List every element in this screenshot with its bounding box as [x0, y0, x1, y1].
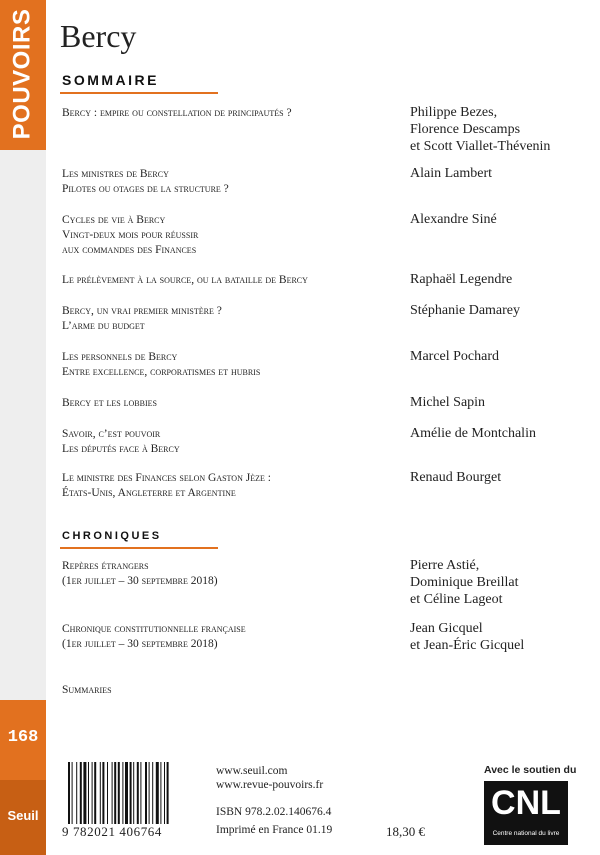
- article-title-line: Cycles de vie à Bercy: [62, 214, 166, 226]
- brand-logo-text: POUVOIRS: [8, 8, 36, 140]
- barcode-bar: [114, 762, 116, 824]
- barcode-bar: [164, 762, 165, 824]
- article-author: [410, 620, 590, 654]
- article-author: [410, 302, 590, 319]
- barcode-bar: [160, 762, 161, 824]
- article-title-line: Le ministre des Finances selon Gaston Jèze :: [62, 472, 271, 484]
- article-title-line: Entre excellence, corporatismes et hubris: [62, 366, 261, 378]
- author-line: Amélie de Montchalin: [410, 426, 536, 441]
- cnl-subtitle: Centre national du livre: [492, 830, 560, 837]
- publisher-websites: [216, 764, 323, 792]
- article-title-line: L’arme du budget: [62, 320, 145, 332]
- article-title-line: (1er juillet – 30 septembre 2018): [62, 575, 218, 587]
- barcode-bar: [140, 762, 141, 824]
- cnl-logo-text: CNL: [491, 784, 561, 822]
- barcode-bar: [145, 762, 147, 824]
- author-line: Dominique Breillat: [410, 575, 519, 590]
- article-title: [62, 213, 392, 258]
- article-title-line: Bercy et les lobbies: [62, 397, 157, 409]
- sommaire-divider: [60, 92, 218, 94]
- article-title: [62, 559, 392, 589]
- author-line: et Scott Viallet-Thévenin: [410, 139, 551, 154]
- isbn: ISBN 978.2.02.140676.4: [216, 806, 332, 818]
- author-line: Jean Gicquel: [410, 621, 483, 636]
- chroniques-heading: CHRONIQUES: [62, 530, 162, 542]
- article-author: [410, 348, 590, 365]
- barcode-bar: [88, 762, 89, 824]
- article-title-line: Les députés face à Bercy: [62, 443, 180, 455]
- barcode-bar: [167, 762, 169, 824]
- sommaire-heading: SOMMAIRE: [62, 72, 159, 88]
- barcode-bar: [100, 762, 101, 824]
- author-line: Florence Descamps: [410, 122, 521, 137]
- article-author: [410, 211, 590, 228]
- article-title-line: Bercy : empire ou constellation de principautés ?: [62, 107, 292, 119]
- summaries-label: Summaries: [62, 684, 112, 696]
- article-title-line: Repères étrangers: [62, 560, 149, 572]
- barcode-bar: [68, 762, 70, 824]
- article-title-line: aux commandes des Finances: [62, 244, 197, 256]
- author-line: et Jean-Éric Gicquel: [410, 638, 525, 653]
- chroniques-divider: [60, 547, 218, 549]
- article-title: [62, 106, 392, 121]
- article-author: [410, 394, 590, 411]
- barcode-bar: [80, 762, 82, 824]
- issue-number: 168: [0, 700, 46, 780]
- article-title: [62, 396, 392, 411]
- author-line: Marcel Pochard: [410, 349, 500, 364]
- barcode-bar: [72, 762, 73, 824]
- article-author: [410, 557, 590, 608]
- barcode-bar: [149, 762, 150, 824]
- spine-brand-block: [0, 0, 46, 150]
- author-line: et Céline Lageot: [410, 592, 503, 607]
- publisher-logo: Seuil: [0, 780, 46, 855]
- barcode-bar: [92, 762, 93, 824]
- article-title-line: Les ministres de Bercy: [62, 168, 169, 180]
- page-title: Bercy: [60, 18, 137, 54]
- article-title: [62, 427, 392, 457]
- article-title: [62, 304, 392, 334]
- article-title: [62, 471, 392, 501]
- author-line: Renaud Bourget: [410, 470, 502, 485]
- barcode-bar: [118, 762, 120, 824]
- barcode-number: 9 782021 406764: [62, 824, 162, 839]
- barcode-bar: [107, 762, 108, 824]
- article-title-line: Le prélèvement à la source, ou la bataille de Bercy: [62, 274, 308, 286]
- barcode-bar: [102, 762, 104, 824]
- barcode-bar: [137, 762, 139, 824]
- article-title: [62, 622, 392, 652]
- article-title-line: Pilotes ou otages de la structure ?: [62, 183, 229, 195]
- printed-info: Imprimé en France 01.19: [216, 824, 333, 836]
- author-line: Michel Sapin: [410, 395, 486, 410]
- article-title: [62, 273, 392, 288]
- support-text: Avec le soutien du: [484, 764, 577, 776]
- article-title: [62, 167, 392, 197]
- spine-brand: [2, 4, 42, 144]
- cnl-logo: [484, 781, 568, 845]
- barcode-bar: [83, 762, 86, 824]
- article-author: [410, 469, 590, 486]
- author-line: Alexandre Siné: [410, 212, 497, 227]
- article-author: [410, 271, 590, 288]
- author-line: Philippe Bezes,: [410, 105, 498, 120]
- website-pouvoirs: www.revue-pouvoirs.fr: [216, 779, 324, 791]
- author-line: Stéphanie Damarey: [410, 303, 521, 318]
- article-title-line: Savoir, c’est pouvoir: [62, 428, 161, 440]
- barcode-bar: [152, 762, 153, 824]
- barcode-bar: [122, 762, 123, 824]
- article-title-line: Vingt-deux mois pour réussir: [62, 229, 199, 241]
- article-author: [410, 104, 590, 155]
- price: 18,30 €: [386, 824, 425, 839]
- barcode: [66, 762, 204, 824]
- article-title-line: États-Unis, Angleterre et Argentine: [62, 487, 236, 499]
- article-title-line: Chronique constitutionnelle française: [62, 623, 246, 635]
- barcode-bar: [76, 762, 77, 824]
- website-seuil: www.seuil.com: [216, 765, 288, 777]
- barcode-bar: [130, 762, 132, 824]
- barcode-bar: [133, 762, 134, 824]
- article-title-line: (1er juillet – 30 septembre 2018): [62, 638, 218, 650]
- article-author: [410, 425, 590, 442]
- barcode-bar: [112, 762, 113, 824]
- article-title-line: Les personnels de Bercy: [62, 351, 178, 363]
- author-line: Pierre Astié,: [410, 558, 480, 573]
- barcode-bar: [156, 762, 159, 824]
- author-line: Alain Lambert: [410, 166, 493, 181]
- article-title: [62, 350, 392, 380]
- article-title-line: Bercy, un vrai premier ministère ?: [62, 305, 222, 317]
- article-author: [410, 165, 590, 182]
- barcode-bar: [94, 762, 96, 824]
- author-line: Raphaël Legendre: [410, 272, 513, 287]
- barcode-bar: [125, 762, 128, 824]
